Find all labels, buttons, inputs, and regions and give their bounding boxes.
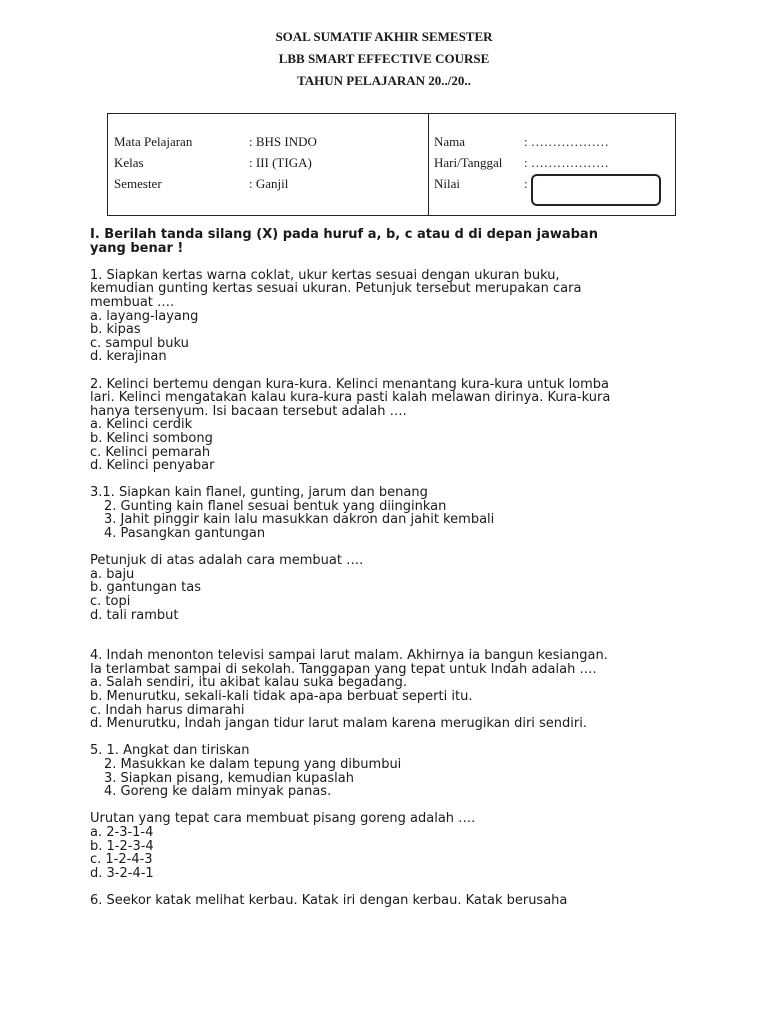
- header-institution: LBB SMART EFFECTIVE COURSE: [278, 51, 490, 66]
- question-text: 4. Indah menonton televisi sampai larut malam. Akhirnya ia bangun kesiangan.: [90, 648, 608, 664]
- info-divider: [428, 114, 429, 215]
- class-label: Kelas: [114, 155, 144, 170]
- answer-option[interactable]: d. tali rambut: [90, 607, 179, 623]
- answer-option[interactable]: d. Menurutku, Indah jangan tidur larut malam karena merugikan diri sendiri.: [90, 716, 587, 732]
- question-text: hanya tersenyum. Isi bacaan tersebut adalah ….: [90, 403, 407, 419]
- procedure-step: 3. Siapkan pisang, kemudian kupaslah: [104, 770, 354, 786]
- question-text: lari. Kelinci mengatakan kalau kura-kura pasti kalah melawan dirinya. Kura-kura: [90, 390, 611, 406]
- subject-value: : BHS INDO: [249, 134, 317, 149]
- student-info-box: [107, 113, 676, 216]
- procedure-step: 4. Goreng ke dalam minyak panas.: [104, 784, 332, 800]
- question-text: 2. Kelinci bertemu dengan kura-kura. Kelinci menantang kura-kura untuk lomba: [90, 376, 610, 392]
- semester-label: Semester: [114, 176, 162, 191]
- answer-option[interactable]: a. Kelinci cerdik: [90, 417, 193, 433]
- answer-option[interactable]: c. topi: [90, 594, 131, 610]
- answer-option[interactable]: b. gantungan tas: [90, 580, 201, 596]
- answer-option[interactable]: c. Indah harus dimarahi: [90, 702, 245, 718]
- procedure-step: 5. 1. Angkat dan tiriskan: [90, 743, 250, 759]
- section-instruction-cont: yang benar !: [90, 240, 184, 256]
- answer-option[interactable]: c. 1-2-4-3: [90, 852, 153, 868]
- date-label: Hari/Tanggal: [434, 155, 503, 170]
- answer-option[interactable]: a. Salah sendiri, itu akibat kalau suka begadang.: [90, 675, 408, 691]
- section-instruction: I. Berilah tanda silang (X) pada huruf a, b, c atau d di depan jawaban: [90, 227, 598, 242]
- question-5: [90, 744, 670, 880]
- semester-value: : Ganjil: [249, 176, 289, 191]
- question-4: [90, 649, 670, 731]
- score-label: Nilai: [434, 176, 460, 191]
- name-field[interactable]: : ………………: [524, 134, 609, 149]
- question-text: 1. Siapkan kertas warna coklat, ukur kertas sesuai dengan ukuran buku,: [90, 267, 560, 283]
- question-text: Ia terlambat sampai di sekolah. Tanggapan yang tepat untuk Indah adalah ….: [90, 661, 597, 677]
- answer-option[interactable]: c. Kelinci pemarah: [90, 444, 211, 460]
- header-academic-year: TAHUN PELAJARAN 20../20..: [297, 73, 471, 88]
- class-value: : III (TIGA): [249, 155, 312, 170]
- question-6: [90, 894, 670, 908]
- document-header: [0, 26, 768, 92]
- answer-option[interactable]: a. 2-3-1-4: [90, 824, 154, 840]
- date-field[interactable]: : ………………: [524, 155, 609, 170]
- answer-option[interactable]: b. Kelinci sombong: [90, 430, 213, 446]
- score-box[interactable]: [531, 174, 661, 206]
- subject-label: Mata Pelajaran: [114, 134, 193, 149]
- answer-option[interactable]: d. 3-2-4-1: [90, 865, 154, 881]
- question-content: [90, 228, 670, 908]
- answer-option[interactable]: d. Kelinci penyabar: [90, 458, 215, 474]
- question-text: Urutan yang tepat cara membuat pisang goreng adalah ….: [90, 811, 476, 827]
- question-text: 6. Seekor katak melihat kerbau. Katak iri dengan kerbau. Katak berusaha: [90, 892, 568, 908]
- procedure-step: 4. Pasangkan gantungan: [104, 526, 266, 542]
- header-title: SOAL SUMATIF AKHIR SEMESTER: [275, 29, 493, 44]
- answer-option[interactable]: b. 1-2-3-4: [90, 838, 154, 854]
- question-1: [90, 269, 670, 364]
- answer-option[interactable]: d. kerajinan: [90, 349, 167, 365]
- answer-option[interactable]: b. kipas: [90, 322, 141, 338]
- procedure-step: 2. Gunting kain flanel sesuai bentuk yang diinginkan: [104, 498, 447, 514]
- question-3: [90, 486, 670, 622]
- question-text: membuat ….: [90, 294, 175, 310]
- procedure-step: 2. Masukkan ke dalam tepung yang dibumbui: [104, 756, 402, 772]
- question-text: Petunjuk di atas adalah cara membuat ….: [90, 553, 364, 569]
- answer-option[interactable]: a. layang-layang: [90, 308, 199, 324]
- procedure-step: 3. Jahit pinggir kain lalu masukkan dakron dan jahit kembali: [104, 512, 495, 528]
- answer-option[interactable]: a. baju: [90, 566, 135, 582]
- name-label: Nama: [434, 134, 466, 149]
- question-2: [90, 378, 670, 473]
- answer-option[interactable]: b. Menurutku, sekali-kali tidak apa-apa berbuat seperti itu.: [90, 689, 473, 704]
- procedure-step: 3.1. Siapkan kain flanel, gunting, jarum dan benang: [90, 485, 428, 501]
- question-text: kemudian gunting kertas sesuai ukuran. Petunjuk tersebut merupakan cara: [90, 281, 582, 297]
- answer-option[interactable]: c. sampul buku: [90, 335, 189, 351]
- score-colon: :: [524, 176, 528, 191]
